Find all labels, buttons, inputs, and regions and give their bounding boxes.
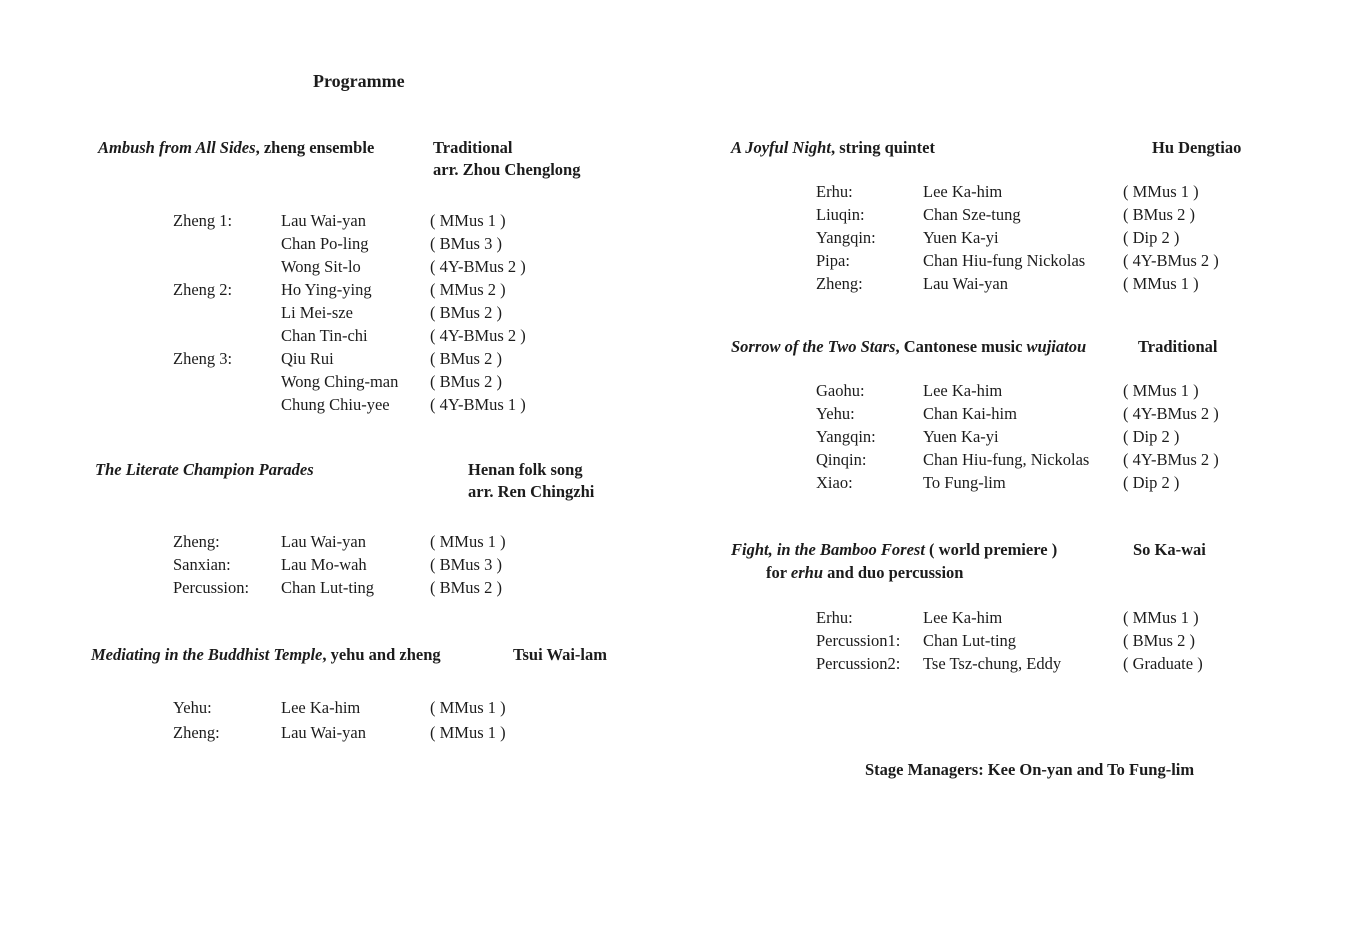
performer-credential: ( 4Y-BMus 1 ): [430, 395, 526, 414]
performer-name: Chan Po-ling: [281, 234, 369, 253]
performer-credential: ( 4Y-BMus 2 ): [1123, 450, 1219, 469]
performer-row: [0, 301, 1346, 324]
performer-role: Sanxian:: [173, 555, 231, 574]
performer-row: [0, 629, 1346, 652]
performer-name: Chan Tin-chi: [281, 326, 368, 345]
performer-role: Erhu:: [816, 608, 853, 627]
piece-composer: [1133, 539, 1206, 561]
composer-line: Traditional: [1138, 337, 1218, 356]
performer-name: Tse Tsz-chung, Eddy: [923, 654, 1062, 673]
piece-title-italic: Mediating in the Buddhist Temple: [91, 645, 323, 664]
piece-title-roman: , Cantonese music: [895, 337, 1027, 356]
composer-line: Hu Dengtiao: [1152, 138, 1242, 157]
performer-credential: ( BMus 2 ): [1123, 631, 1195, 650]
performer-credential: ( MMus 1 ): [1123, 381, 1199, 400]
performer-role: Zheng 1:: [173, 211, 233, 230]
composer-line: arr. Ren Chingzhi: [468, 482, 595, 501]
performer-credential: ( Dip 2 ): [1123, 473, 1180, 492]
performer-name: Lau Mo-wah: [281, 555, 367, 574]
piece-title-italic: Sorrow of the Two Stars: [731, 337, 896, 356]
performer-row: [0, 471, 1346, 494]
performer-name: To Fung-lim: [923, 473, 1006, 492]
performer-credential: ( MMus 1 ): [430, 211, 506, 230]
performer-role: Yehu:: [173, 698, 212, 717]
performer-name: Chan Hiu-fung Nickolas: [923, 251, 1086, 270]
performer-credential: ( MMus 1 ): [430, 723, 506, 742]
performer-credential: ( 4Y-BMus 2 ): [1123, 251, 1219, 270]
performer-row: [0, 425, 1346, 448]
performer-role: Zheng 3:: [173, 349, 233, 368]
performer-row: [0, 226, 1346, 249]
performer-role: Liuqin:: [816, 205, 865, 224]
piece-title-italic: A Joyful Night: [731, 138, 831, 157]
performer-role: Xiao:: [816, 473, 853, 492]
performer-credential: ( Dip 2 ): [1123, 427, 1180, 446]
performer-row: [0, 249, 1346, 272]
performer-row: [0, 379, 1346, 402]
performer-credential: ( MMus 1 ): [430, 698, 506, 717]
piece-subtitle: [766, 563, 963, 583]
performer-row: [0, 448, 1346, 471]
performer-credential: ( BMus 3 ): [430, 234, 502, 253]
performer-role: Percussion:: [173, 578, 250, 597]
performer-credential: ( MMus 2 ): [430, 280, 506, 299]
performer-name: Chan Kai-him: [923, 404, 1017, 423]
performer-name: Qiu Rui: [281, 349, 334, 368]
performer-row: [0, 203, 1346, 226]
performer-credential: ( 4Y-BMus 2 ): [430, 257, 526, 276]
performer-name: Lau Wai-yan: [923, 274, 1008, 293]
composer-line: Traditional: [433, 138, 513, 157]
performer-name: Chan Hiu-fung, Nickolas: [923, 450, 1090, 469]
performer-row: [0, 721, 1346, 744]
performer-credential: ( BMus 2 ): [430, 349, 502, 368]
composer-line: arr. Zhou Chenglong: [433, 160, 581, 179]
performer-credential: ( MMus 1 ): [1123, 274, 1199, 293]
performer-credential: ( BMus 2 ): [430, 303, 502, 322]
performer-credential: ( Dip 2 ): [1123, 228, 1180, 247]
performer-name: Ho Ying-ying: [281, 280, 372, 299]
performer-role: Yangqin:: [816, 228, 876, 247]
performer-name: Lau Wai-yan: [281, 211, 366, 230]
performer-name: Lee Ka-him: [281, 698, 361, 717]
performer-row: [0, 180, 1346, 203]
performer-row: [0, 696, 1346, 719]
performer-name: Lau Wai-yan: [281, 723, 366, 742]
piece-title-italic: Ambush from All Sides: [98, 138, 256, 157]
performer-row: [0, 652, 1346, 675]
subtitle-italic: erhu: [790, 563, 824, 582]
performer-role: Zheng 2:: [173, 280, 233, 299]
performer-row: [0, 606, 1346, 629]
stage-managers-line: Stage Managers: Kee On-yan and To Fung-lim: [865, 760, 1195, 779]
performer-credential: ( MMus 1 ): [1123, 608, 1199, 627]
performer-row: [0, 576, 1346, 599]
piece-title-roman: , zheng ensemble: [255, 138, 375, 157]
piece-title-italic-2: wujiatou: [1026, 337, 1087, 356]
performer-role: Yehu:: [816, 404, 855, 423]
performer-role: Pipa:: [816, 251, 850, 270]
performer-role: Qinqin:: [816, 450, 867, 469]
performer-credential: ( BMus 3 ): [430, 555, 502, 574]
performer-name: Lee Ka-him: [923, 381, 1003, 400]
composer-line: Tsui Wai-lam: [513, 645, 607, 664]
performer-role: Percussion2:: [816, 654, 901, 673]
performer-role: Zheng:: [816, 274, 863, 293]
piece-composer: [1152, 137, 1241, 159]
performer-name: Chan Lut-ting: [923, 631, 1017, 650]
performer-name: Chan Lut-ting: [281, 578, 375, 597]
performer-credential: ( BMus 2 ): [430, 372, 502, 391]
subtitle-post: and duo percussion: [823, 563, 964, 582]
performer-credential: ( BMus 2 ): [430, 578, 502, 597]
performer-role: Percussion1:: [816, 631, 901, 650]
performer-role: Gaohu:: [816, 381, 865, 400]
piece-composer: [1138, 336, 1217, 358]
performer-name: Lau Wai-yan: [281, 532, 366, 551]
performer-row: [0, 272, 1346, 295]
performer-name: Wong Sit-lo: [281, 257, 361, 276]
piece-title-italic: The Literate Champion Parades: [95, 460, 314, 479]
performer-role: Erhu:: [816, 182, 853, 201]
piece-title: [731, 539, 1057, 561]
performer-row: [0, 402, 1346, 425]
performer-credential: ( 4Y-BMus 2 ): [430, 326, 526, 345]
performer-credential: ( MMus 1 ): [430, 532, 506, 551]
performer-name: Lee Ka-him: [923, 608, 1003, 627]
performer-credential: ( MMus 1 ): [1123, 182, 1199, 201]
performer-name: Li Mei-sze: [281, 303, 353, 322]
composer-line: Henan folk song: [468, 460, 583, 479]
performer-role: Zheng:: [173, 723, 220, 742]
performer-credential: ( BMus 2 ): [1123, 205, 1195, 224]
piece-title-roman: , yehu and zheng: [322, 645, 441, 664]
piece-title: [731, 336, 1086, 358]
performer-credential: ( 4Y-BMus 2 ): [1123, 404, 1219, 423]
performer-name: Chung Chiu-yee: [281, 395, 390, 414]
performer-name: Yuen Ka-yi: [923, 228, 999, 247]
performer-credential: ( Graduate ): [1123, 654, 1203, 673]
piece-composer: [433, 137, 580, 181]
subtitle-pre: for: [766, 563, 791, 582]
piece-title-roman: , string quintet: [830, 138, 935, 157]
performer-role: Zheng:: [173, 532, 220, 551]
page-title: Programme: [313, 71, 405, 91]
piece-title: [98, 137, 374, 159]
piece-title-italic: Fight, in the Bamboo Forest: [731, 540, 925, 559]
piece-title-roman: ( world premiere ): [924, 540, 1058, 559]
performer-name: Chan Sze-tung: [923, 205, 1021, 224]
performer-role: Yangqin:: [816, 427, 876, 446]
piece-title: [731, 137, 935, 159]
composer-line: So Ka-wai: [1133, 540, 1206, 559]
performer-name: Yuen Ka-yi: [923, 427, 999, 446]
performer-name: Wong Ching-man: [281, 372, 399, 391]
performer-name: Lee Ka-him: [923, 182, 1003, 201]
